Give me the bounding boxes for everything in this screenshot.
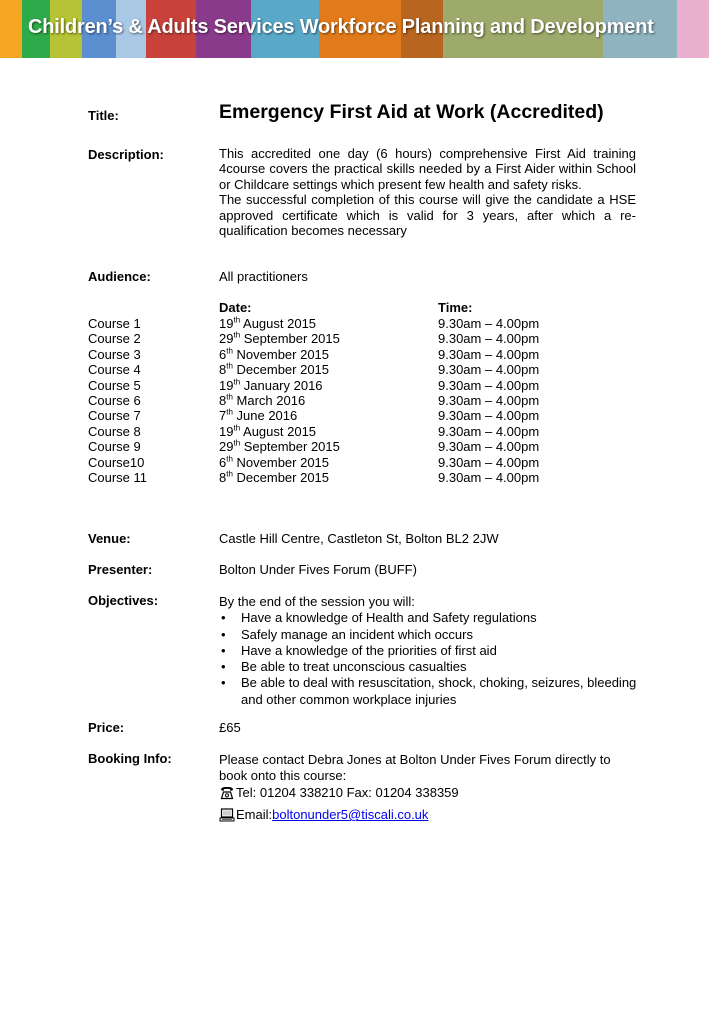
- course-date: [219, 393, 305, 408]
- date-suffix: th: [233, 331, 241, 341]
- course-time: 9.30am – 4.00pm: [438, 454, 540, 470]
- course-name: Course 4: [88, 362, 141, 378]
- venue-label: Venue:: [88, 531, 131, 546]
- date-header: Date:: [219, 300, 252, 315]
- bullet: •: [221, 675, 226, 691]
- date-day: 29: [219, 439, 234, 455]
- course-date: [219, 347, 329, 362]
- date-rest: November 2015: [232, 454, 330, 470]
- date-rest: August 2015: [240, 316, 317, 331]
- objectives-label: Objectives:: [88, 593, 159, 608]
- course-date: [219, 362, 329, 377]
- course-name: Course 3: [88, 346, 141, 362]
- objectives-list: [219, 610, 639, 708]
- date-rest: August 2015: [240, 423, 317, 439]
- booking-label: Booking Info:: [88, 751, 172, 766]
- date-rest: September 2015: [240, 439, 340, 455]
- course-name: Course 2: [88, 331, 141, 347]
- course-time: 9.30am – 4.00pm: [438, 362, 540, 378]
- venue-value: Castle Hill Centre, Castleton St, Bolton BL2 2JW: [219, 531, 499, 546]
- date-rest: December 2015: [232, 470, 330, 485]
- date-day: 19: [219, 377, 234, 393]
- description-label: Description:: [88, 147, 164, 162]
- objective-text: Have a knowledge of the priorities of first aid: [241, 642, 497, 658]
- banner-stripe: [0, 0, 22, 58]
- schedule-row: [88, 331, 648, 346]
- course-date: [219, 455, 329, 470]
- bullet: •: [221, 642, 226, 658]
- course-date: [219, 470, 329, 485]
- description-paragraph-2: The successful completion of this course will give the candidate a HSE approved certificate which is valid for 3 years, after which a re-qualification becomes necessary: [219, 192, 636, 239]
- date-suffix: th: [226, 346, 233, 356]
- course-date: [219, 331, 340, 346]
- date-suffix: th: [233, 315, 241, 325]
- bullet: •: [221, 659, 226, 675]
- email-label: Email:: [236, 807, 273, 823]
- date-suffix: th: [226, 408, 233, 418]
- objective-item: [219, 627, 639, 643]
- date-day: 6: [219, 454, 227, 470]
- schedule-row: [88, 393, 648, 408]
- time-header: Time:: [438, 300, 473, 315]
- course-time: 9.30am – 4.00pm: [438, 423, 540, 439]
- date-suffix: th: [233, 438, 241, 448]
- course-time: 9.30am – 4.00pm: [438, 470, 540, 485]
- telephone-icon: [219, 785, 235, 801]
- date-suffix: th: [233, 377, 241, 387]
- description-paragraph-1: This accredited one day (6 hours) comprehensive First Aid training 4course covers the practical skills needed by a First Aider within School or Childcare settings which present few health and safety risks.: [219, 146, 636, 192]
- course-description: [219, 146, 636, 238]
- objective-item: [219, 675, 639, 708]
- bullet: •: [221, 610, 226, 626]
- date-suffix: th: [226, 392, 233, 402]
- presenter-value: Bolton Under Fives Forum (BUFF): [219, 562, 417, 577]
- objective-text: Have a knowledge of Health and Safety regulations: [241, 610, 537, 626]
- date-suffix: th: [226, 361, 233, 371]
- date-day: 19: [219, 316, 234, 331]
- objectives-section: [219, 594, 639, 708]
- course-name: Course 5: [88, 377, 141, 393]
- price-label: Price:: [88, 720, 125, 735]
- header-title: Children’s & Adults Services Workforce Planning and Development: [28, 16, 654, 38]
- course-time: 9.30am – 4.00pm: [438, 393, 540, 408]
- price-value: £65: [219, 720, 241, 735]
- date-rest: January 2016: [240, 377, 323, 393]
- email-line: [219, 807, 639, 823]
- course-name: Course 11: [88, 470, 148, 485]
- objective-text: Be able to treat unconscious casualties: [241, 659, 467, 675]
- course-time: 9.30am – 4.00pm: [438, 439, 540, 455]
- date-day: 8: [219, 393, 227, 408]
- schedule-row: [88, 316, 648, 331]
- date-rest: November 2015: [232, 346, 330, 362]
- schedule-row: [88, 408, 648, 423]
- schedule-row: [88, 439, 648, 454]
- objective-item: [219, 610, 639, 626]
- date-suffix: th: [233, 423, 241, 433]
- booking-text: Please contact Debra Jones at Bolton Under Fives Forum directly to book onto this course:: [219, 752, 611, 783]
- objective-text: Be able to deal with resuscitation, shock, choking, seizures, bleeding and other common workplace injuries: [241, 675, 637, 707]
- date-day: 29: [219, 331, 234, 347]
- audience-label: Audience:: [88, 269, 151, 284]
- course-time: 9.30am – 4.00pm: [438, 316, 540, 331]
- telephone-text: Tel: 01204 338210 Fax: 01204 338359: [236, 785, 459, 801]
- objective-text: Safely manage an incident which occurs: [241, 626, 473, 642]
- course-time: 9.30am – 4.00pm: [438, 346, 540, 362]
- telephone-line: [219, 785, 639, 801]
- course-date: [219, 316, 316, 331]
- computer-icon: [219, 807, 235, 823]
- date-rest: September 2015: [240, 331, 340, 347]
- schedule-row: [88, 455, 648, 470]
- course-date: [219, 424, 316, 439]
- title-label: Title:: [88, 108, 119, 123]
- course-date: [219, 439, 340, 454]
- email-link[interactable]: boltonunder5@tiscali.co.uk: [272, 807, 429, 823]
- date-day: 6: [219, 346, 227, 362]
- date-day: 8: [219, 470, 227, 485]
- schedule-row: [88, 362, 648, 377]
- date-suffix: th: [226, 454, 233, 464]
- bullet: •: [221, 626, 226, 642]
- schedule-row: [88, 378, 648, 393]
- course-time: 9.30am – 4.00pm: [438, 377, 540, 393]
- schedule-row: [88, 424, 648, 439]
- course-date: [219, 378, 323, 393]
- objective-item: [219, 643, 639, 659]
- banner-stripe: [709, 0, 725, 58]
- course-title: Emergency First Aid at Work (Accredited): [219, 101, 604, 123]
- presenter-label: Presenter:: [88, 562, 153, 577]
- course-name: Course 8: [88, 423, 141, 439]
- date-rest: December 2015: [232, 362, 330, 378]
- date-day: 8: [219, 362, 227, 378]
- objective-item: [219, 659, 639, 675]
- date-day: 19: [219, 423, 234, 439]
- date-suffix: th: [226, 469, 233, 479]
- audience-value: All practitioners: [219, 269, 308, 284]
- schedule-row: [88, 470, 648, 485]
- course-name: Course10: [88, 454, 145, 470]
- course-name: Course 6: [88, 393, 141, 408]
- objectives-intro: By the end of the session you will:: [219, 594, 415, 609]
- course-time: 9.30am – 4.00pm: [438, 331, 540, 347]
- schedule-row: [88, 347, 648, 362]
- banner-stripe: [677, 0, 709, 58]
- course-date: [219, 408, 297, 423]
- course-name: Course 7: [88, 408, 141, 424]
- course-name: Course 1: [88, 316, 141, 331]
- date-day: 7: [219, 408, 227, 424]
- course-name: Course 9: [88, 439, 141, 455]
- date-rest: June 2016: [232, 408, 298, 424]
- course-time: 9.30am – 4.00pm: [438, 408, 540, 424]
- booking-section: [219, 752, 639, 823]
- date-rest: March 2016: [232, 393, 306, 408]
